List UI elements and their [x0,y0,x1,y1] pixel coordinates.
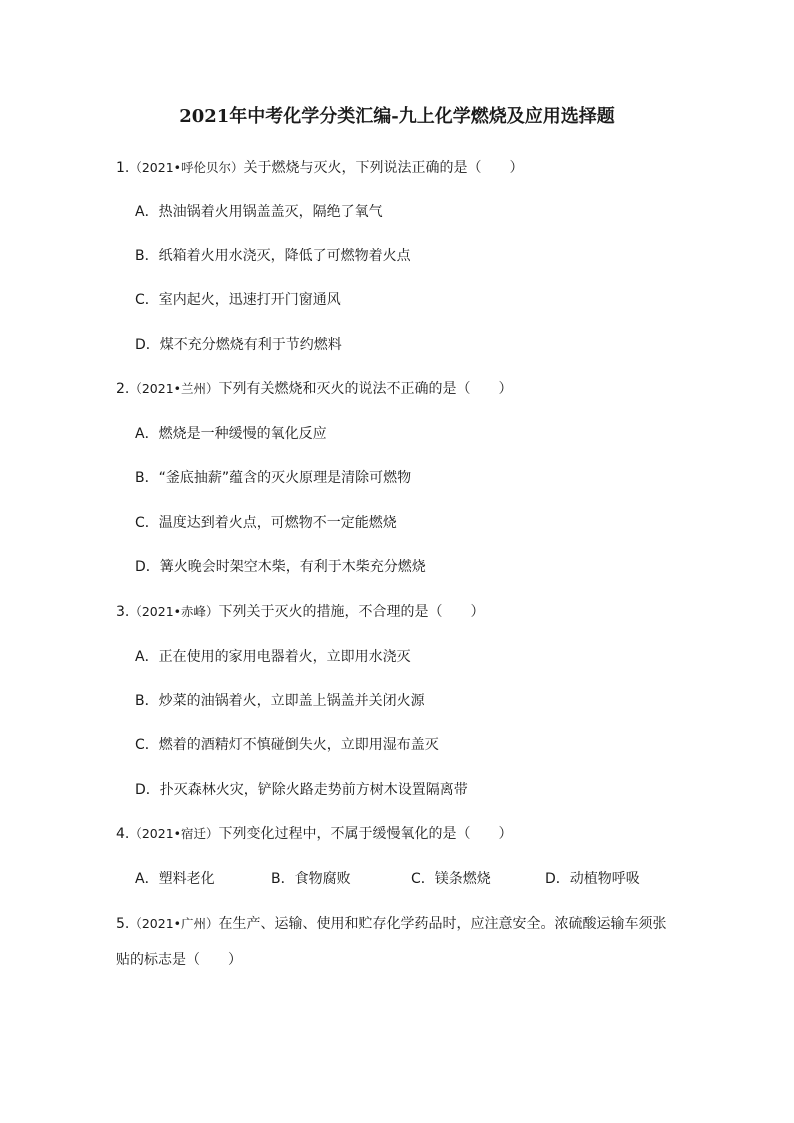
option-4a: A．塑料老化 [135,871,215,887]
question-source: （2021•赤峰） [129,604,219,619]
option-2a: A．燃烧是一种缓慢的氧化反应 [135,426,327,442]
question-number: 2. [116,381,130,397]
question-5 [116,906,676,978]
question-number: 4. [116,826,130,842]
question-source: （2021•宿迁） [129,826,219,841]
option-3b: B．炒菜的油锅着火，立即盖上锅盖并关闭火源 [135,693,425,709]
question-source: （2021•广州） [129,916,219,931]
question-4 [116,824,513,844]
question-stem: 下列关于灭火的措施，不合理的是（ ） [218,604,485,620]
option-1d: D．煤不充分燃烧有利于节约燃料 [135,337,342,353]
option-1b: B．纸箱着火用水浇灭，降低了可燃物着火点 [135,248,411,264]
question-number: 1. [116,160,130,176]
option-4c: C．镁条燃烧 [411,871,491,887]
option-1c: C．室内起火，迅速打开门窗通风 [135,292,341,308]
option-4d: D．动植物呼吸 [545,871,640,887]
question-stem: 下列变化过程中，不属于缓慢氧化的是（ ） [218,826,513,842]
option-2d: D．篝火晚会时架空木柴，有利于木柴充分燃烧 [135,559,426,575]
option-3d: D．扑灭森林火灾，铲除火路走势前方树木设置隔离带 [135,782,468,798]
question-stem: 关于燃烧与灭火，下列说法正确的是（ ） [243,160,524,176]
question-source: （2021•兰州） [129,381,219,396]
question-stem: 在生产、运输、使用和贮存化学药品时，应注意安全。浓硫酸运输车须张贴的标志是（ ） [116,916,667,968]
question-1 [116,158,524,178]
option-2b: B．“釜底抽薪”蕴含的灭火原理是清除可燃物 [135,470,412,486]
option-2c: C．温度达到着火点，可燃物不一定能燃烧 [135,515,397,531]
question-stem: 下列有关燃烧和灭火的说法不正确的是（ ） [218,381,513,397]
page-title: 2021年中考化学分类汇编-九上化学燃烧及应用选择题 [179,106,615,127]
option-3a: A．正在使用的家用电器着火，立即用水浇灭 [135,649,411,665]
options-row-4 [135,869,655,889]
question-2 [116,379,513,399]
option-3c: C．燃着的酒精灯不慎碰倒失火，立即用湿布盖灭 [135,737,439,753]
option-4b: B．食物腐败 [271,871,351,887]
question-source: （2021•呼伦贝尔） [129,160,244,175]
question-number: 3. [116,604,130,620]
question-number: 5. [116,916,130,932]
option-1a: A．热油锅着火用锅盖盖灭，隔绝了氧气 [135,204,383,220]
question-3 [116,602,485,622]
